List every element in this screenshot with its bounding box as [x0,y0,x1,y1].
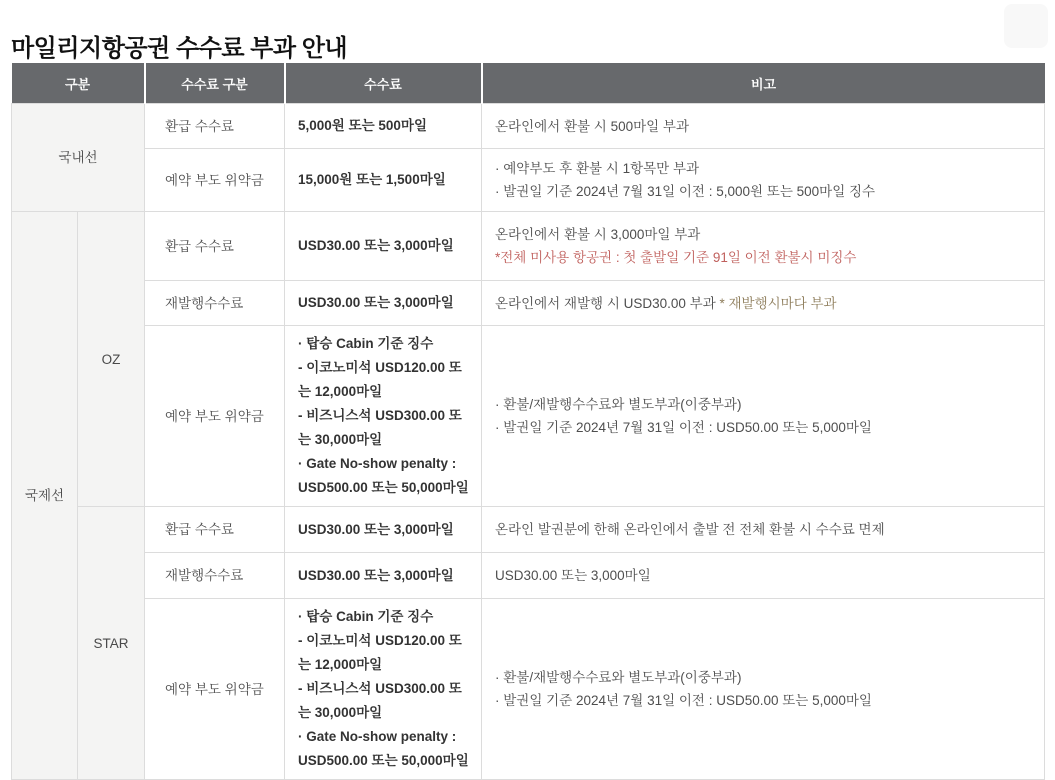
fee-cell: USD30.00 또는 3,000마일 [285,507,482,553]
fee-type-cell: 예약 부도 위약금 [145,599,285,780]
remark-line: · 발권일 기준 2024년 7월 31일 이전 : USD50.00 또는 5,000마일 [495,693,872,708]
category-oz: OZ [78,212,145,507]
fee-cell: USD30.00 또는 3,000마일 [285,553,482,599]
fee-line: - 비즈니스석 USD300.00 또는 30,000마일 [298,681,462,720]
header-category: 구분 [12,63,145,104]
table-row [12,104,1045,149]
fee-line: · Gate No-show penalty : USD500.00 또는 50,000마일 [298,456,469,495]
remarks-cell [482,326,1045,507]
remarks-cell [482,507,1045,553]
remarks-cell [482,212,1045,281]
remarks-cell [482,599,1045,780]
fee-line: - 비즈니스석 USD300.00 또는 30,000마일 [298,408,462,447]
remarks-cell [482,553,1045,599]
fee-type-cell: 예약 부도 위약금 [145,326,285,507]
fee-line: · 탑승 Cabin 기준 징수 [298,336,434,351]
remark-line: · 발권일 기준 2024년 7월 31일 이전 : 5,000원 또는 500마일 징수 [495,184,876,199]
remark-line: · 환불/재발행수수료와 별도부과(이중부과) [495,670,742,685]
fee-cell: 5,000원 또는 500마일 [285,104,482,149]
category-international: 국제선 [12,212,78,780]
fee-type-cell: 예약 부도 위약금 [145,149,285,212]
table-row [12,507,1045,553]
remark-line: · 환불/재발행수수료와 별도부과(이중부과) [495,397,742,412]
remarks-cell [482,281,1045,326]
table-row [12,149,1045,212]
fee-type-cell: 환급 수수료 [145,104,285,149]
fee-line: - 이코노미석 USD120.00 또는 12,000마일 [298,360,462,399]
remarks-cell [482,149,1045,212]
page-title: 마일리지항공권 수수료 부과 안내 [11,35,348,63]
remark-line: 온라인에서 환불 시 500마일 부과 [495,118,690,134]
remark-line: · 발권일 기준 2024년 7월 31일 이전 : USD50.00 또는 5,000마일 [495,420,872,435]
remark-line: 온라인 발권분에 한해 온라인에서 출발 전 전체 환불 시 수수료 면제 [495,522,885,537]
table-row [12,553,1045,599]
fee-type-cell: 환급 수수료 [145,212,285,281]
faded-corner-button[interactable] [1004,4,1048,48]
remark-line-accent: * 재발행시마다 부과 [719,295,837,311]
fee-line: - 이코노미석 USD120.00 또는 12,000마일 [298,633,462,672]
category-star: STAR [78,507,145,780]
remark-line: 온라인에서 재발행 시 USD30.00 부과 [495,295,716,311]
table-row [12,281,1045,326]
fee-cell: USD30.00 또는 3,000마일 [285,281,482,326]
fee-cell [285,599,482,780]
category-domestic: 국내선 [12,104,145,212]
header-fee: 수수료 [285,63,482,104]
remark-line: 온라인에서 환불 시 3,000마일 부과 [495,227,701,242]
fee-cell [285,326,482,507]
remarks-cell [482,104,1045,149]
remark-line: · 예약부도 후 환불 시 1항목만 부과 [495,161,700,176]
fee-cell: 15,000원 또는 1,500마일 [285,149,482,212]
fee-line: · Gate No-show penalty : USD500.00 또는 50,000마일 [298,729,469,768]
fee-type-cell: 환급 수수료 [145,507,285,553]
fee-cell: USD30.00 또는 3,000마일 [285,212,482,281]
fee-type-cell: 재발행수수료 [145,281,285,326]
table-header-row [12,63,1045,104]
table-row [12,599,1045,780]
header-remarks: 비고 [482,63,1045,104]
remark-line: USD30.00 또는 3,000마일 [495,568,651,583]
table-row [12,212,1045,281]
remark-line-red: *전체 미사용 항공권 : 첫 출발일 기준 91일 이전 환불시 미징수 [495,250,857,265]
table-row [12,326,1045,507]
fee-type-cell: 재발행수수료 [145,553,285,599]
fee-line: · 탑승 Cabin 기준 징수 [298,609,434,624]
fee-table [11,63,1045,780]
header-fee-category: 수수료 구분 [145,63,285,104]
